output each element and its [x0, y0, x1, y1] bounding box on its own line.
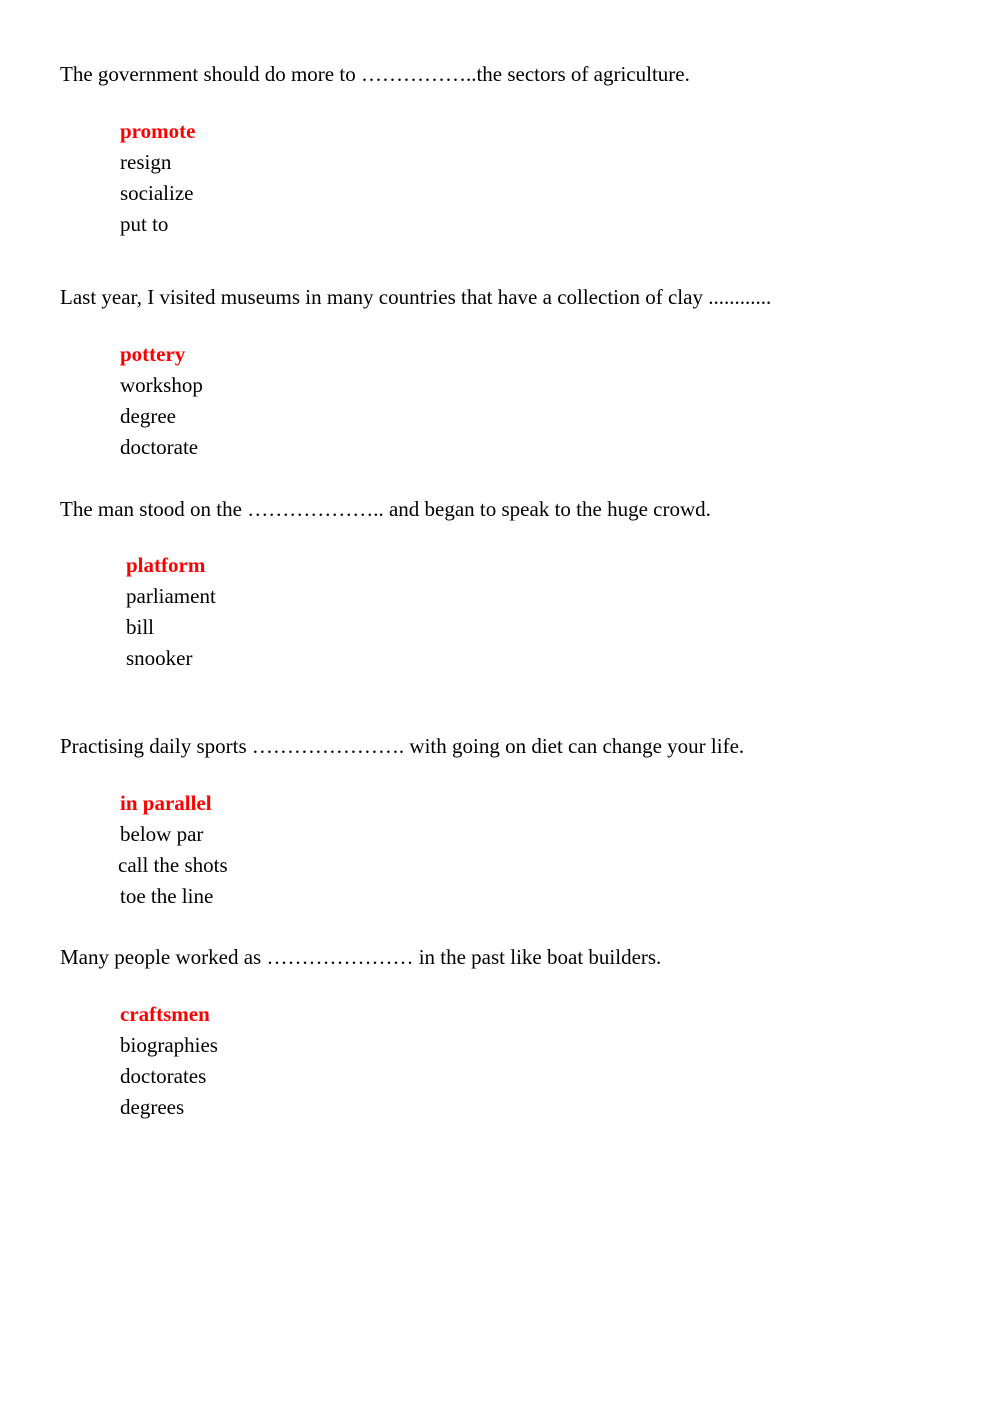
question-4-option-1: in parallel [120, 791, 212, 815]
question-2-option-4: doctorate [120, 435, 199, 459]
question-4-option-3: call the shots [118, 853, 228, 877]
question-5-option-3: doctorates [120, 1064, 207, 1088]
question-1-options [120, 119, 195, 243]
question-2-option-2: workshop [120, 373, 203, 397]
question-5-option-1: craftsmen [120, 1002, 210, 1026]
question-1-option-3: socialize [120, 181, 194, 205]
question-5-option-4: degrees [120, 1095, 185, 1119]
question-4-option-2: below par [120, 822, 204, 846]
question-3-option-3: bill [126, 615, 155, 639]
question-3-option-4: snooker [126, 646, 193, 670]
question-3-option-2: parliament [126, 584, 216, 608]
question-4-text: Practising daily sports …………………. with going on diet can change your life. [60, 734, 745, 758]
question-1-option-4: put to [120, 212, 169, 236]
question-1-option-2: resign [120, 150, 172, 174]
question-5-text: Many people worked as ………………… in the past like boat builders. [60, 945, 662, 969]
question-4-options [120, 791, 228, 915]
question-3-options [126, 553, 216, 677]
question-2-options [120, 342, 203, 466]
question-1-option-1: promote [120, 119, 196, 143]
question-3-option-1: platform [126, 553, 206, 577]
question-3-text: The man stood on the ……………….. and began to speak to the huge crowd. [60, 497, 711, 521]
question-2-text: Last year, I visited museums in many countries that have a collection of clay ............ [60, 285, 772, 309]
question-5-options [120, 1002, 218, 1126]
question-4-option-4: toe the line [120, 884, 214, 908]
question-5-option-2: biographies [120, 1033, 218, 1057]
question-1-text: The government should do more to ……………..the sectors of agriculture. [60, 62, 690, 86]
question-2-option-3: degree [120, 404, 176, 428]
question-2-option-1: pottery [120, 342, 186, 366]
